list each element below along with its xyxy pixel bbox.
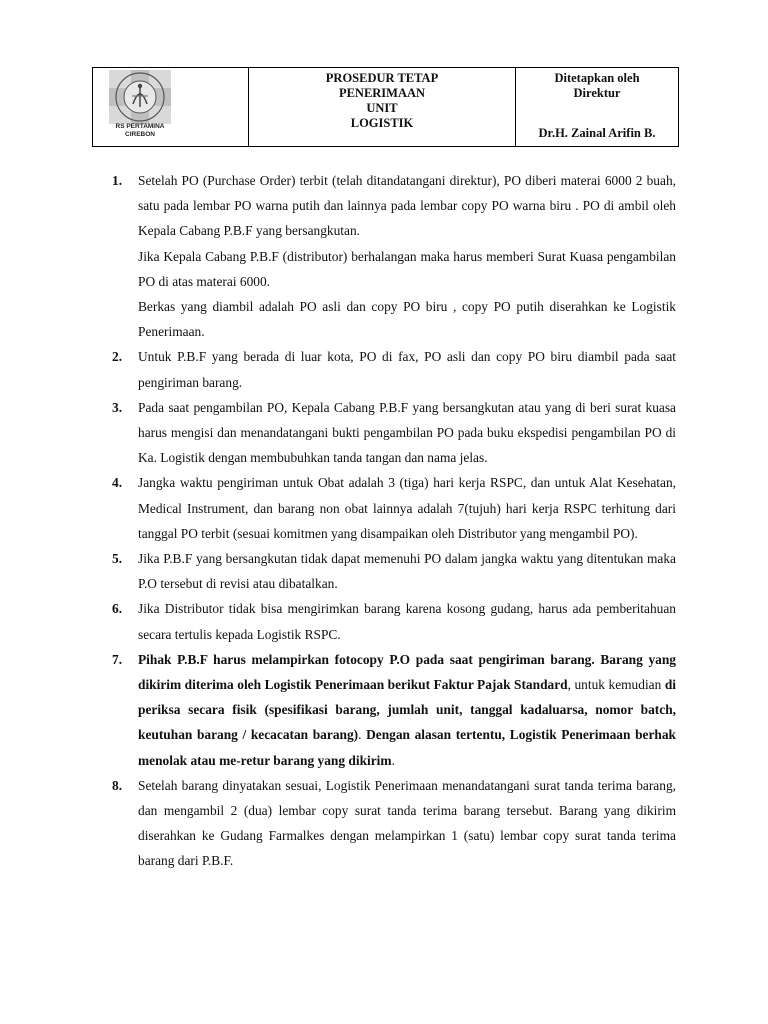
procedure-list — [110, 168, 676, 874]
item-number: 2. — [112, 349, 123, 365]
list-item — [110, 344, 676, 394]
logo-caption: RS PERTAMINA CIREBON — [115, 123, 165, 138]
bold-text: Dengan alasan tertentu, Logistik Penerimaan berhak menolak atau me-retur barang yang dikirim — [138, 727, 676, 768]
item-number: 1. — [112, 173, 123, 188]
item-paragraph: Setelah PO (Purchase Order) terbit (telah ditandatangani direktur), PO diberi materai 6000 2 buah, satu pada lembar PO warna putih dan lainnya pada lembar copy PO warna biru . PO di ambil oleh Kepala Cabang P.B.F yang bersangkutan. — [138, 173, 676, 239]
item-paragraph: Jika Distributor tidak bisa mengirimkan barang karena kosong gudang, harus ada pemberitahuan secara tertulis kepada Logistik RSPC. — [138, 601, 676, 642]
item-number: 4. — [112, 475, 123, 491]
item-paragraph: Jika P.B.F yang bersangkutan tidak dapat memenuhi PO dalam jangka waktu yang ditentukan maka P.O tersebut di revisi atau dibatalkan. — [138, 551, 676, 592]
approved-by-label: Ditetapkan oleh — [554, 71, 640, 85]
list-item — [110, 395, 676, 471]
list-item — [110, 596, 676, 646]
item-paragraph: Setelah barang dinyatakan sesuai, Logistik Penerimaan menandatangani surat tanda terima barang, dan mengambil 2 (dua) lembar copy surat tanda terima barang tersebut. Barang yang dikirim diserahkan ke Gudang Farmalkes dengan melampirkan 1 (satu) lembar copy surat tanda terima barang dari P.B.F. — [138, 777, 676, 869]
plain-text: . — [358, 727, 367, 743]
list-item — [110, 773, 676, 874]
bold-text: di periksa secara fisik (spesifikasi barang, jumlah unit, tanggal kadaluarsa, nomor batch, keutuhan barang / kecacatan barang) — [138, 677, 676, 743]
item-paragraph: Jangka waktu pengiriman untuk Obat adalah 3 (tiga) hari kerja RSPC, dan untuk Alat Kesehatan, Medical Instrument, dan barang non obat lainnya adalah 7(tujuh) hari kerja RSPC terhitung dari tanggal PO terbit (sesuai komitmen yang disampaikan oleh Distributor yang mengambil PO). — [138, 475, 676, 541]
plain-text: . — [391, 752, 395, 768]
item-number: 6. — [112, 601, 123, 617]
list-item — [110, 470, 676, 546]
item-paragraph: Untuk P.B.F yang berada di luar kota, PO di fax, PO asli dan copy PO biru diambil pada saat pengiriman barang. — [138, 349, 676, 390]
title-line: UNIT — [366, 101, 398, 115]
item-number: 7. — [112, 651, 123, 667]
title-line: PROSEDUR TETAP — [325, 71, 439, 85]
list-item — [110, 168, 676, 344]
plain-text: , untuk kemudian — [567, 677, 665, 693]
item-paragraph: Jika Kepala Cabang P.B.F (distributor) berhalangan maka harus memberi Surat Kuasa pengambilan PO di atas materai 6000. — [138, 248, 676, 289]
bold-text: Pihak P.B.F harus melampirkan fotocopy P.O pada saat pengiriman barang. Barang yang dikirim diterima oleh Logistik Penerimaan berikut Faktur Pajak Standard — [138, 651, 676, 693]
title-line: PENERIMAAN — [338, 86, 426, 100]
title-line: LOGISTIK — [350, 116, 414, 130]
approved-role-label: Direktur — [573, 86, 621, 100]
item-paragraph: Pada saat pengambilan PO, Kepala Cabang P.B.F yang bersangkutan atau yang di beri surat kuasa harus mengisi dan menandatangani bukti pengambilan PO pada buku ekspedisi pengambilan PO di Ka. Logistik dengan membubuhkan tanda tangan dan nama jelas. — [138, 399, 676, 466]
item-number: 8. — [112, 777, 123, 793]
approver-name: Dr.H. Zainal Arifin B. — [538, 126, 656, 140]
item-number: 5. — [112, 551, 123, 567]
list-item — [110, 546, 676, 596]
logo-cell — [93, 68, 249, 146]
item-number: 3. — [112, 399, 123, 415]
document-header-table — [92, 67, 679, 147]
document-title — [249, 68, 516, 146]
item-paragraph — [138, 647, 676, 773]
approval-cell — [516, 68, 678, 146]
item-paragraph: Berkas yang diambil adalah PO asli dan copy PO biru , copy PO putih diserahkan ke Logistik Penerimaan. — [138, 299, 676, 340]
list-item — [110, 647, 676, 773]
